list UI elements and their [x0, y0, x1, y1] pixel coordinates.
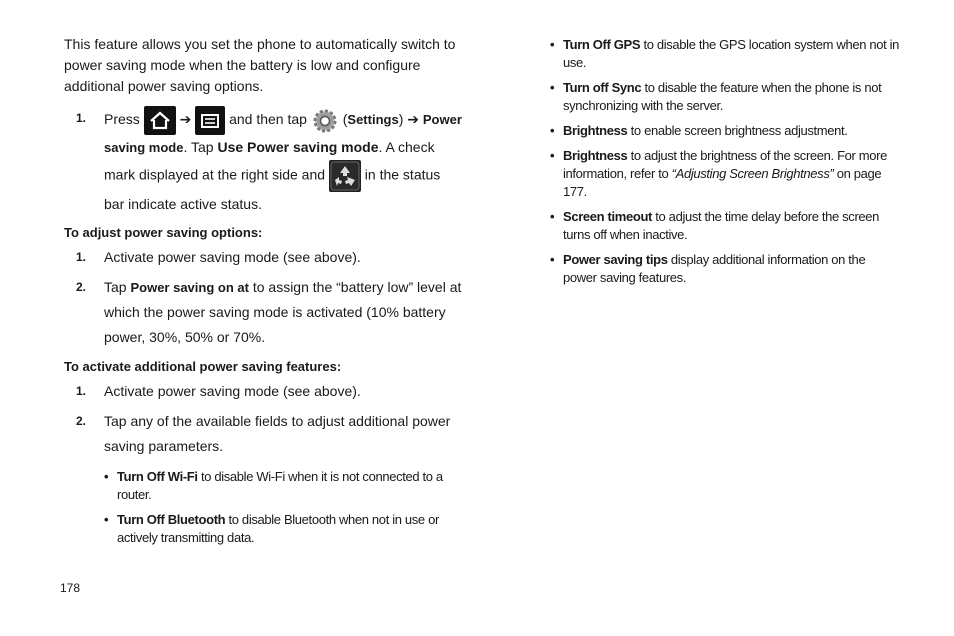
cross-reference-link[interactable]: “Adjusting Screen Brightness” [671, 166, 834, 181]
right-bullet-list [550, 36, 902, 287]
check-mark-text: . A check mark displayed at the right side and [104, 139, 435, 183]
press-text: Press [104, 111, 140, 128]
bullet-title: Turn Off Bluetooth [117, 512, 226, 527]
adjust-step-2 [64, 275, 464, 350]
bullet: • [104, 469, 109, 484]
paren-open: ( [342, 111, 348, 128]
arrow-icon-2: ➔ [407, 111, 419, 128]
bullet: • [550, 252, 555, 267]
step-text: Activate power saving mode (see above). [104, 383, 361, 399]
and-then-tap-text: and then tap [229, 111, 307, 128]
settings-gear-icon [311, 107, 339, 135]
power-saving-on-at-label: Power saving on at [130, 280, 249, 295]
activate-step-2 [64, 409, 464, 459]
bullet-text: to disable the feature when the phone is not synchronizing with the server. [563, 80, 882, 113]
left-column [64, 34, 464, 547]
use-power-saving-mode-label: Use Power saving mode [217, 139, 379, 155]
step-number: 2. [76, 414, 87, 428]
bullet: • [550, 148, 555, 163]
left-bullet-list [64, 468, 464, 547]
bullet: • [550, 209, 555, 224]
bullet: • [550, 80, 555, 95]
bullet-title: Brightness [563, 148, 628, 163]
paren-close: ) [398, 111, 404, 128]
bullet-text: to adjust the time delay before the screen turns off when inactive. [563, 209, 880, 242]
step-number: 1. [76, 250, 87, 264]
bullet-title: Brightness [563, 123, 628, 138]
right-column [550, 36, 902, 287]
arrow-icon: ➔ [179, 111, 192, 128]
bullet-text: to disable the GPS location system when not in use. [563, 37, 900, 70]
bullet-text: to disable Bluetooth when not in use or actively transmitting data. [117, 512, 439, 545]
list-item [550, 208, 902, 244]
menu-key-icon [195, 106, 225, 135]
bullet-text: to adjust the brightness of the screen. For more information, refer to [563, 148, 888, 181]
list-item [550, 251, 902, 287]
step-text: Activate power saving mode (see above). [104, 249, 361, 265]
list-item [550, 147, 902, 201]
step-text: to assign the “battery low” level at which the power saving mode is activated (10% battery power, 30%, 50% or 70%. [104, 279, 462, 345]
adjust-step-1 [64, 245, 464, 270]
bullet-title: Screen timeout [563, 209, 653, 224]
heading-activate: To activate additional power saving features: [64, 359, 342, 374]
page-number: 178 [60, 581, 81, 595]
bullet-title: Turn off Sync [563, 80, 642, 95]
list-item [550, 122, 902, 140]
step-number: 1. [76, 111, 87, 125]
status-bar-text: in the status bar indicate active status. [104, 166, 441, 212]
list-item [104, 468, 464, 504]
list-item [550, 79, 902, 115]
tap-text: . Tap [183, 139, 214, 155]
bullet: • [104, 512, 109, 527]
power-saving-recycle-icon [329, 160, 361, 192]
list-item [104, 511, 464, 547]
list-item [550, 36, 902, 72]
step-number: 1. [76, 384, 87, 398]
bullet-text: to disable Wi-Fi when it is not connected to a router. [117, 469, 443, 502]
bullet-text: on page 177. [563, 166, 882, 199]
step-number: 2. [76, 280, 87, 294]
bullet-title: Turn Off Wi-Fi [117, 469, 198, 484]
intro-paragraph: This feature allows you set the phone to automatically switch to power saving mode when the battery is low and configure additional power saving options. [64, 36, 456, 94]
home-key-icon [144, 106, 176, 135]
power-saving-mode-label: Power saving mode [104, 112, 462, 155]
step-1 [64, 106, 464, 217]
bullet-title: Power saving tips [563, 252, 668, 267]
tap-text: Tap [104, 279, 127, 295]
activate-step-1 [64, 379, 464, 404]
settings-label: Settings [347, 112, 399, 128]
bullet-title: Turn Off GPS [563, 37, 641, 52]
heading-adjust: To adjust power saving options: [64, 225, 263, 240]
step-text: Tap any of the available fields to adjust additional power saving parameters. [104, 413, 451, 454]
bullet: • [550, 37, 555, 52]
bullet-text: display additional information on the power saving features. [563, 252, 866, 285]
bullet-text: to enable screen brightness adjustment. [630, 123, 848, 138]
bullet: • [550, 123, 555, 138]
